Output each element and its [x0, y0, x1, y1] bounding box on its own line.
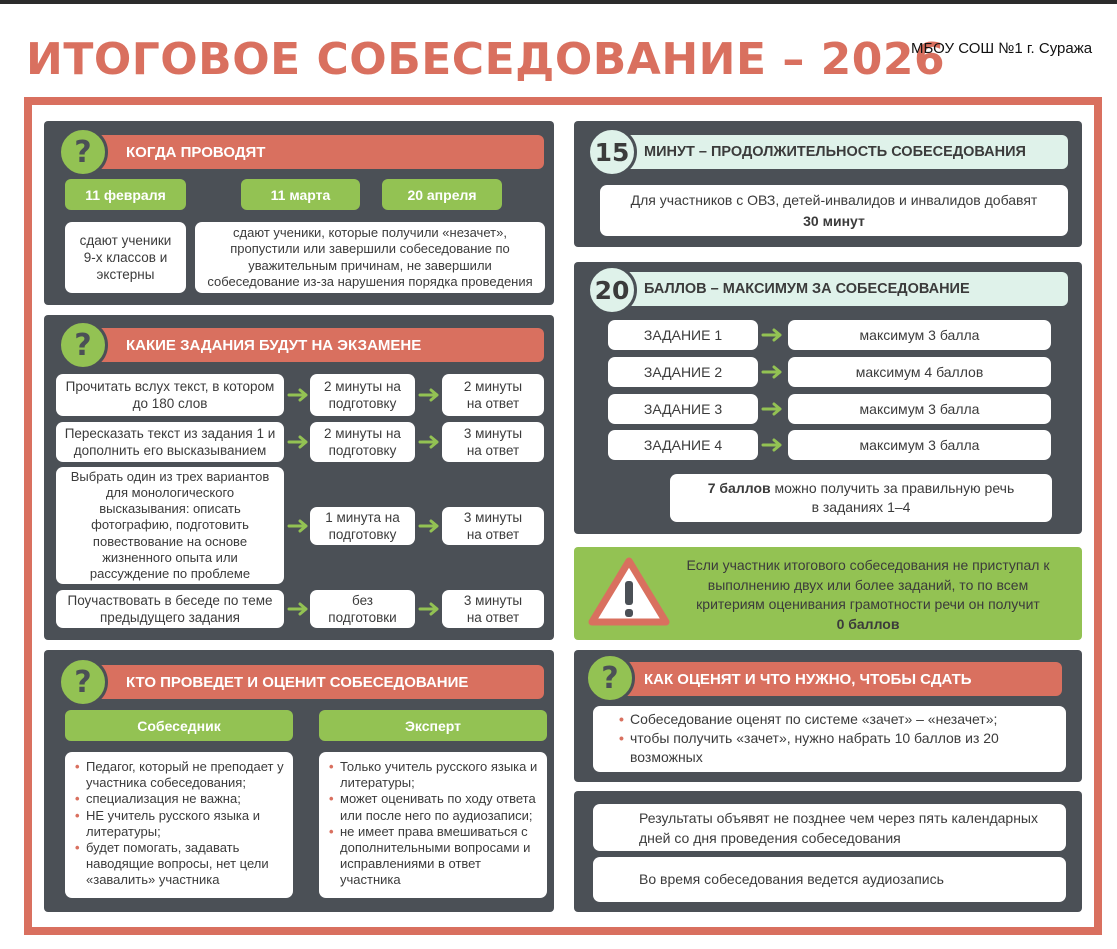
arrow-right-icon — [761, 365, 785, 379]
who-main-box — [65, 222, 186, 293]
duration-extra: 30 минут — [803, 212, 865, 229]
arrow-right-icon — [761, 402, 785, 416]
list-item: • чтобы получить «зачет», нужно набрать 10 баллов из 20 возможных — [619, 729, 1058, 767]
results-announce: Результаты объявят не позднее чем через пять календарных дней со дня проведения собеседования — [639, 809, 1038, 846]
arrow-right-icon — [418, 388, 442, 402]
results-audio-box — [593, 857, 1066, 902]
who-retake-text: сдают ученики, которые получили «незачет», пропустили или завершили собеседование по уважительным причинам, не завершили собеседование из-за нарушения порядка проведения — [207, 224, 533, 289]
task-2-prep — [310, 422, 415, 462]
score-task-1: ЗАДАНИЕ 1 — [608, 320, 758, 350]
warning-text-block — [672, 556, 1064, 634]
task-3-answer — [442, 507, 544, 545]
speech-points-bold: 7 баллов — [707, 480, 771, 496]
arrow-right-icon — [418, 435, 442, 449]
score-max-2: максимум 4 баллов — [788, 357, 1051, 387]
score-title: БАЛЛОВ – МАКСИМУМ ЗА СОБЕСЕДОВАНИЕ — [612, 272, 1068, 306]
task-1-desc — [56, 374, 284, 416]
task-1-prep — [310, 374, 415, 416]
list-item: • Собеседование оценят по системе «зачет» – «незачет»; — [619, 710, 1058, 729]
task-2-answer-text: 3 минуты на ответ — [463, 426, 523, 458]
task-1-text: Прочитать вслух текст, в котором до 180 слов — [65, 379, 275, 411]
task-1-answer-text: 2 минуты на ответ — [463, 379, 523, 411]
grading-title: КАК ОЦЕНЯТ И ЧТО НУЖНО, ЧТОБЫ СДАТЬ — [608, 662, 1062, 696]
score-task-4: ЗАДАНИЕ 4 — [608, 430, 758, 460]
score-max-3: максимум 3 балла — [788, 394, 1051, 424]
question-icon: ? — [58, 320, 108, 370]
question-icon: ? — [58, 127, 108, 177]
speech-points-rest: можно получить за правильную речь — [774, 480, 1015, 496]
who-main-text: сдают ученики 9-х классов и экстерны — [79, 233, 172, 282]
warning-icon — [588, 556, 670, 626]
task-1-prep-text: 2 минуты на подготовку — [324, 379, 401, 411]
task-2-prep-text: 2 минуты на подготовку — [324, 426, 401, 458]
task-3-prep-text: 1 минута на подготовку — [325, 510, 400, 542]
when-title: КОГДА ПРОВОДЯТ — [78, 135, 544, 169]
score-max-1: максимум 3 балла — [788, 320, 1051, 350]
arrow-right-icon — [287, 602, 311, 616]
tasks-title: КАКИЕ ЗАДАНИЯ БУДУТ НА ЭКЗАМЕНЕ — [78, 328, 544, 362]
arrow-right-icon — [287, 435, 311, 449]
task-3-desc — [56, 467, 284, 584]
date-feb: 11 февраля — [65, 179, 186, 210]
expert-list — [319, 752, 547, 898]
task-3-text: Выбрать один из трех вариантов для монологического высказывания: описать фотографию, подготовить повествование на основе жизненного опыта или рассуждение по проблеме — [70, 468, 270, 582]
task-2-desc — [56, 422, 284, 462]
score-task-3: ЗАДАНИЕ 3 — [608, 394, 758, 424]
task-4-answer — [442, 590, 544, 628]
page-title: ИТОГОВОЕ СОБЕСЕДОВАНИЕ – 2026 — [26, 34, 946, 85]
arrow-right-icon — [418, 602, 442, 616]
results-audio: Во время собеседования ведется аудиозапись — [639, 871, 944, 887]
grading-list — [593, 706, 1066, 772]
warning-text: Если участник итогового собеседования не приступал к выполнению двух или более заданий, то по всем критериям оценивания грамотности речи он получит — [686, 557, 1050, 612]
list-item: • специализация не важна; — [75, 791, 285, 807]
question-icon: ? — [58, 657, 108, 707]
duration-number: 15 — [587, 127, 637, 177]
task-1-answer — [442, 374, 544, 416]
list-item: • НЕ учитель русского языка и литературы; — [75, 808, 285, 840]
warning-result: 0 баллов — [836, 615, 900, 632]
task-2-text: Пересказать текст из задания 1 и дополнить его высказыванием — [64, 426, 276, 458]
list-item: • будет помогать, задавать наводящие вопросы, нет цели «завалить» участника — [75, 840, 285, 889]
top-border-line — [0, 0, 1117, 4]
arrow-right-icon — [761, 438, 785, 452]
results-announce-box — [593, 804, 1066, 851]
speech-line-1 — [708, 479, 1015, 498]
score-task-2: ЗАДАНИЕ 2 — [608, 357, 758, 387]
list-item: • может оценивать по ходу ответа или после него по аудиозаписи; — [329, 791, 539, 823]
duration-title: МИНУТ – ПРОДОЛЖИТЕЛЬНОСТЬ СОБЕСЕДОВАНИЯ — [612, 135, 1068, 169]
duration-note-box — [600, 185, 1068, 236]
arrow-right-icon — [761, 328, 785, 342]
task-3-answer-text: 3 минуты на ответ — [463, 510, 523, 542]
interlocutor-list — [65, 752, 293, 898]
score-max-4: максимум 3 балла — [788, 430, 1051, 460]
list-item: • Только учитель русского языка и литературы; — [329, 759, 539, 791]
expert-label: Эксперт — [319, 710, 547, 741]
who-title: КТО ПРОВЕДЕТ И ОЦЕНИТ СОБЕСЕДОВАНИЕ — [78, 665, 544, 699]
who-retake-box — [195, 222, 545, 293]
school-name: МБОУ СОШ №1 г. Суража — [911, 40, 1093, 57]
task-2-answer — [442, 422, 544, 462]
task-4-answer-text: 3 минуты на ответ — [463, 593, 523, 625]
list-item: • Педагог, который не преподает у участника собеседования; — [75, 759, 285, 791]
arrow-right-icon — [418, 519, 442, 533]
date-mar: 11 марта — [241, 179, 360, 210]
task-3-prep — [310, 507, 415, 545]
task-4-desc — [56, 590, 284, 628]
task-4-prep-text: без подготовки — [328, 593, 397, 625]
arrow-right-icon — [287, 388, 311, 402]
task-4-prep — [310, 590, 415, 628]
date-apr: 20 апреля — [382, 179, 502, 210]
list-item: • не имеет права вмешиваться с дополнительными вопросами и исправлениями в ответ участника — [329, 824, 539, 889]
interlocutor-label: Собеседник — [65, 710, 293, 741]
task-4-text: Поучаствовать в беседе по теме предыдущего задания — [67, 593, 273, 625]
arrow-right-icon — [287, 519, 311, 533]
speech-line-2: в заданиях 1–4 — [811, 499, 911, 515]
speech-points-box — [670, 474, 1052, 522]
question-icon: ? — [585, 653, 635, 703]
duration-note: Для участников с ОВЗ, детей-инвалидов и инвалидов добавят — [630, 191, 1038, 208]
score-number: 20 — [587, 265, 637, 315]
